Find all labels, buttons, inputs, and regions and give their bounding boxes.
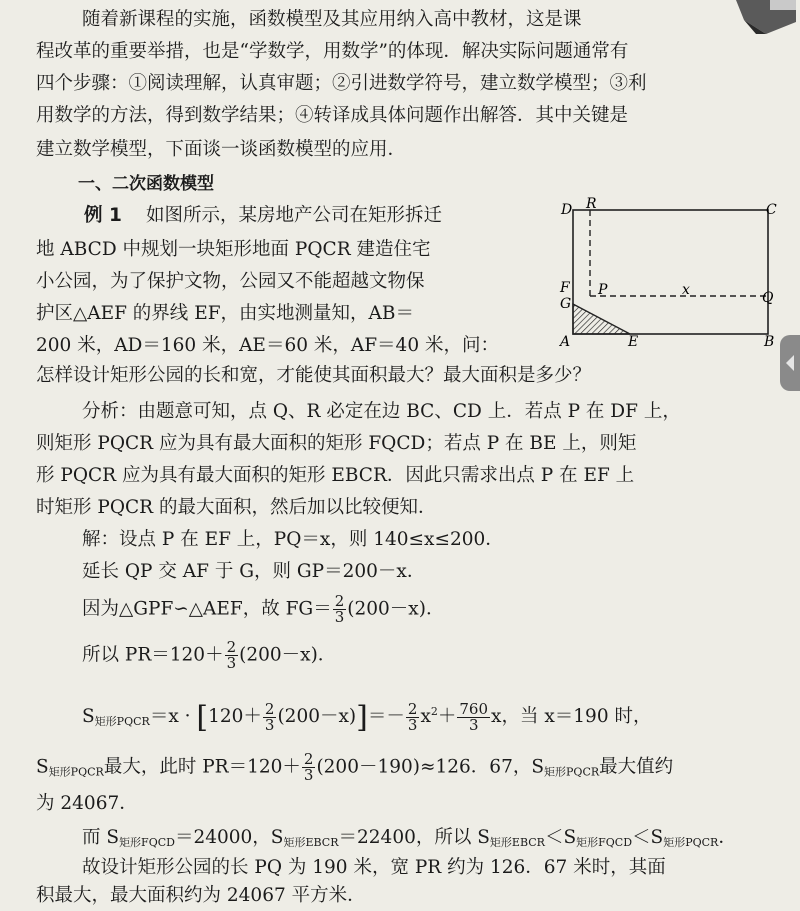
bracket-right: ] (356, 700, 368, 735)
solution-line-2: 延长 QP 交 AF 于 G，则 GP＝200－x． (82, 561, 426, 582)
solution-line-7: 为 24067． (36, 793, 138, 814)
pencil-icon (726, 0, 796, 34)
label-f: F (560, 280, 570, 296)
section-title: 一、二次函数模型 (78, 174, 214, 194)
rect-abcd (573, 210, 768, 334)
intro-line-2: 程改革的重要举措，也是“学数学，用数学”的体现．解决实际问题通常有 (36, 41, 629, 62)
label-q: Q (762, 290, 774, 306)
fraction: $\frac{2}{3}$ (264, 699, 275, 734)
fraction: $\frac{2}{3}$ (226, 638, 237, 672)
solution-line-10: 积最大，最大面积约为 24067 平方米． (36, 885, 366, 906)
analysis-line-2: 则矩形 PQCR 应为具有最大面积的矩形 FQCD；若点 P 在 BE 上，则矩 (36, 433, 637, 454)
solution-line-5: $S_{矩形PQCR}=x \cdot [120+$ $\frac{2}{3}$ (200－x)]＝－ $\frac{2}{3}$ $x^2+$ $\frac{760}{3}$ x，当 x＝190 时， (82, 699, 652, 735)
bracket-left: [ (196, 700, 209, 735)
solution-line-6: $S_{矩形PQCR}$最大，此时 PR＝120＋ $\frac{2}{3}$ (200－190)≈126．67，$S_{矩形PQCR}$最大值约 (36, 750, 674, 784)
analysis-line-1: 分析：由题意可知，点 Q、R 必定在边 BC、CD 上．若点 P 在 DF 上， (82, 401, 681, 422)
page-tab-arrow-icon[interactable] (780, 335, 800, 391)
label-g: G (560, 296, 572, 312)
example-line-5: 200 米，AD＝160 米，AE＝60 米，AF＝40 米，问： (36, 335, 499, 356)
label-e: E (628, 334, 639, 350)
example-label: 例 1 (84, 205, 122, 226)
label-b: B (764, 334, 775, 350)
example-line-1: 如图所示，某房地产公司在矩形拆迁 (146, 205, 443, 226)
fraction: $\frac{2}{3}$ (334, 592, 345, 626)
intro-line-1: 随着新课程的实施，函数模型及其应用纳入高中教材，这是课 (82, 9, 582, 30)
example-line-2: 地 ABCD 中规划一块矩形地面 PQCR 建造住宅 (36, 239, 431, 260)
label-a: A (560, 334, 571, 350)
intro-line-4: 用数学的方法，得到数学结果；④转译成具体问题作出解答．其中关键是 (36, 105, 629, 126)
solution-line-8: 而 $S_{矩形FQCD}=24000$，$S_{矩形EBCR}=22400$，所以 $S_{矩形EBCR}<S_{矩形FQCD}<S_{矩形PQCR}$． (82, 827, 737, 849)
intro-line-3: 四个步骤：①阅读理解，认真审题；②引进数学符号，建立数学模型；③利 (36, 73, 647, 94)
label-r: R (586, 196, 597, 212)
example-line-3: 小公园，为了保护文物，公园又不能超越文物保 (36, 271, 425, 292)
example-line-6: 怎样设计矩形公园的长和宽，才能使其面积最大？最大面积是多少？ (36, 365, 592, 386)
label-p: P (598, 282, 608, 298)
label-d: D (561, 202, 573, 218)
triangle-aef (573, 304, 630, 334)
fraction: $\frac{2}{3}$ (303, 750, 314, 784)
example-line-4: 护区△AEF 的界线 EF，由实地测量知，AB＝ (36, 303, 414, 324)
intro-line-5: 建立数学模型，下面谈一谈函数模型的应用． (36, 139, 407, 160)
solution-line-1: 解：设点 P 在 EF 上，PQ＝x，则 140≤x≤200． (82, 529, 504, 550)
label-c: C (766, 202, 777, 218)
label-x: x (682, 282, 690, 298)
fraction: $\frac{2}{3}$ (407, 699, 418, 734)
analysis-line-3: 形 PQCR 应为具有最大面积的矩形 EBCR．因此只需求出点 P 在 EF 上 (36, 465, 635, 486)
solution-line-4: 所以 PR＝120＋ $\frac{2}{3}$ (200－x)． (82, 638, 337, 672)
analysis-line-4: 时矩形 PQCR 的最大面积，然后加以比较便知． (36, 497, 437, 518)
fraction: $\frac{760}{3}$ (459, 699, 489, 734)
geometry-figure (548, 196, 780, 352)
solution-line-9: 故设计矩形公园的长 PQ 为 190 米，宽 PR 约为 126．67 米时，其面 (82, 857, 666, 878)
solution-line-3: 因为△GPF∽△AEF，故 FG＝ $\frac{2}{3}$ (200－x)． (82, 592, 445, 626)
